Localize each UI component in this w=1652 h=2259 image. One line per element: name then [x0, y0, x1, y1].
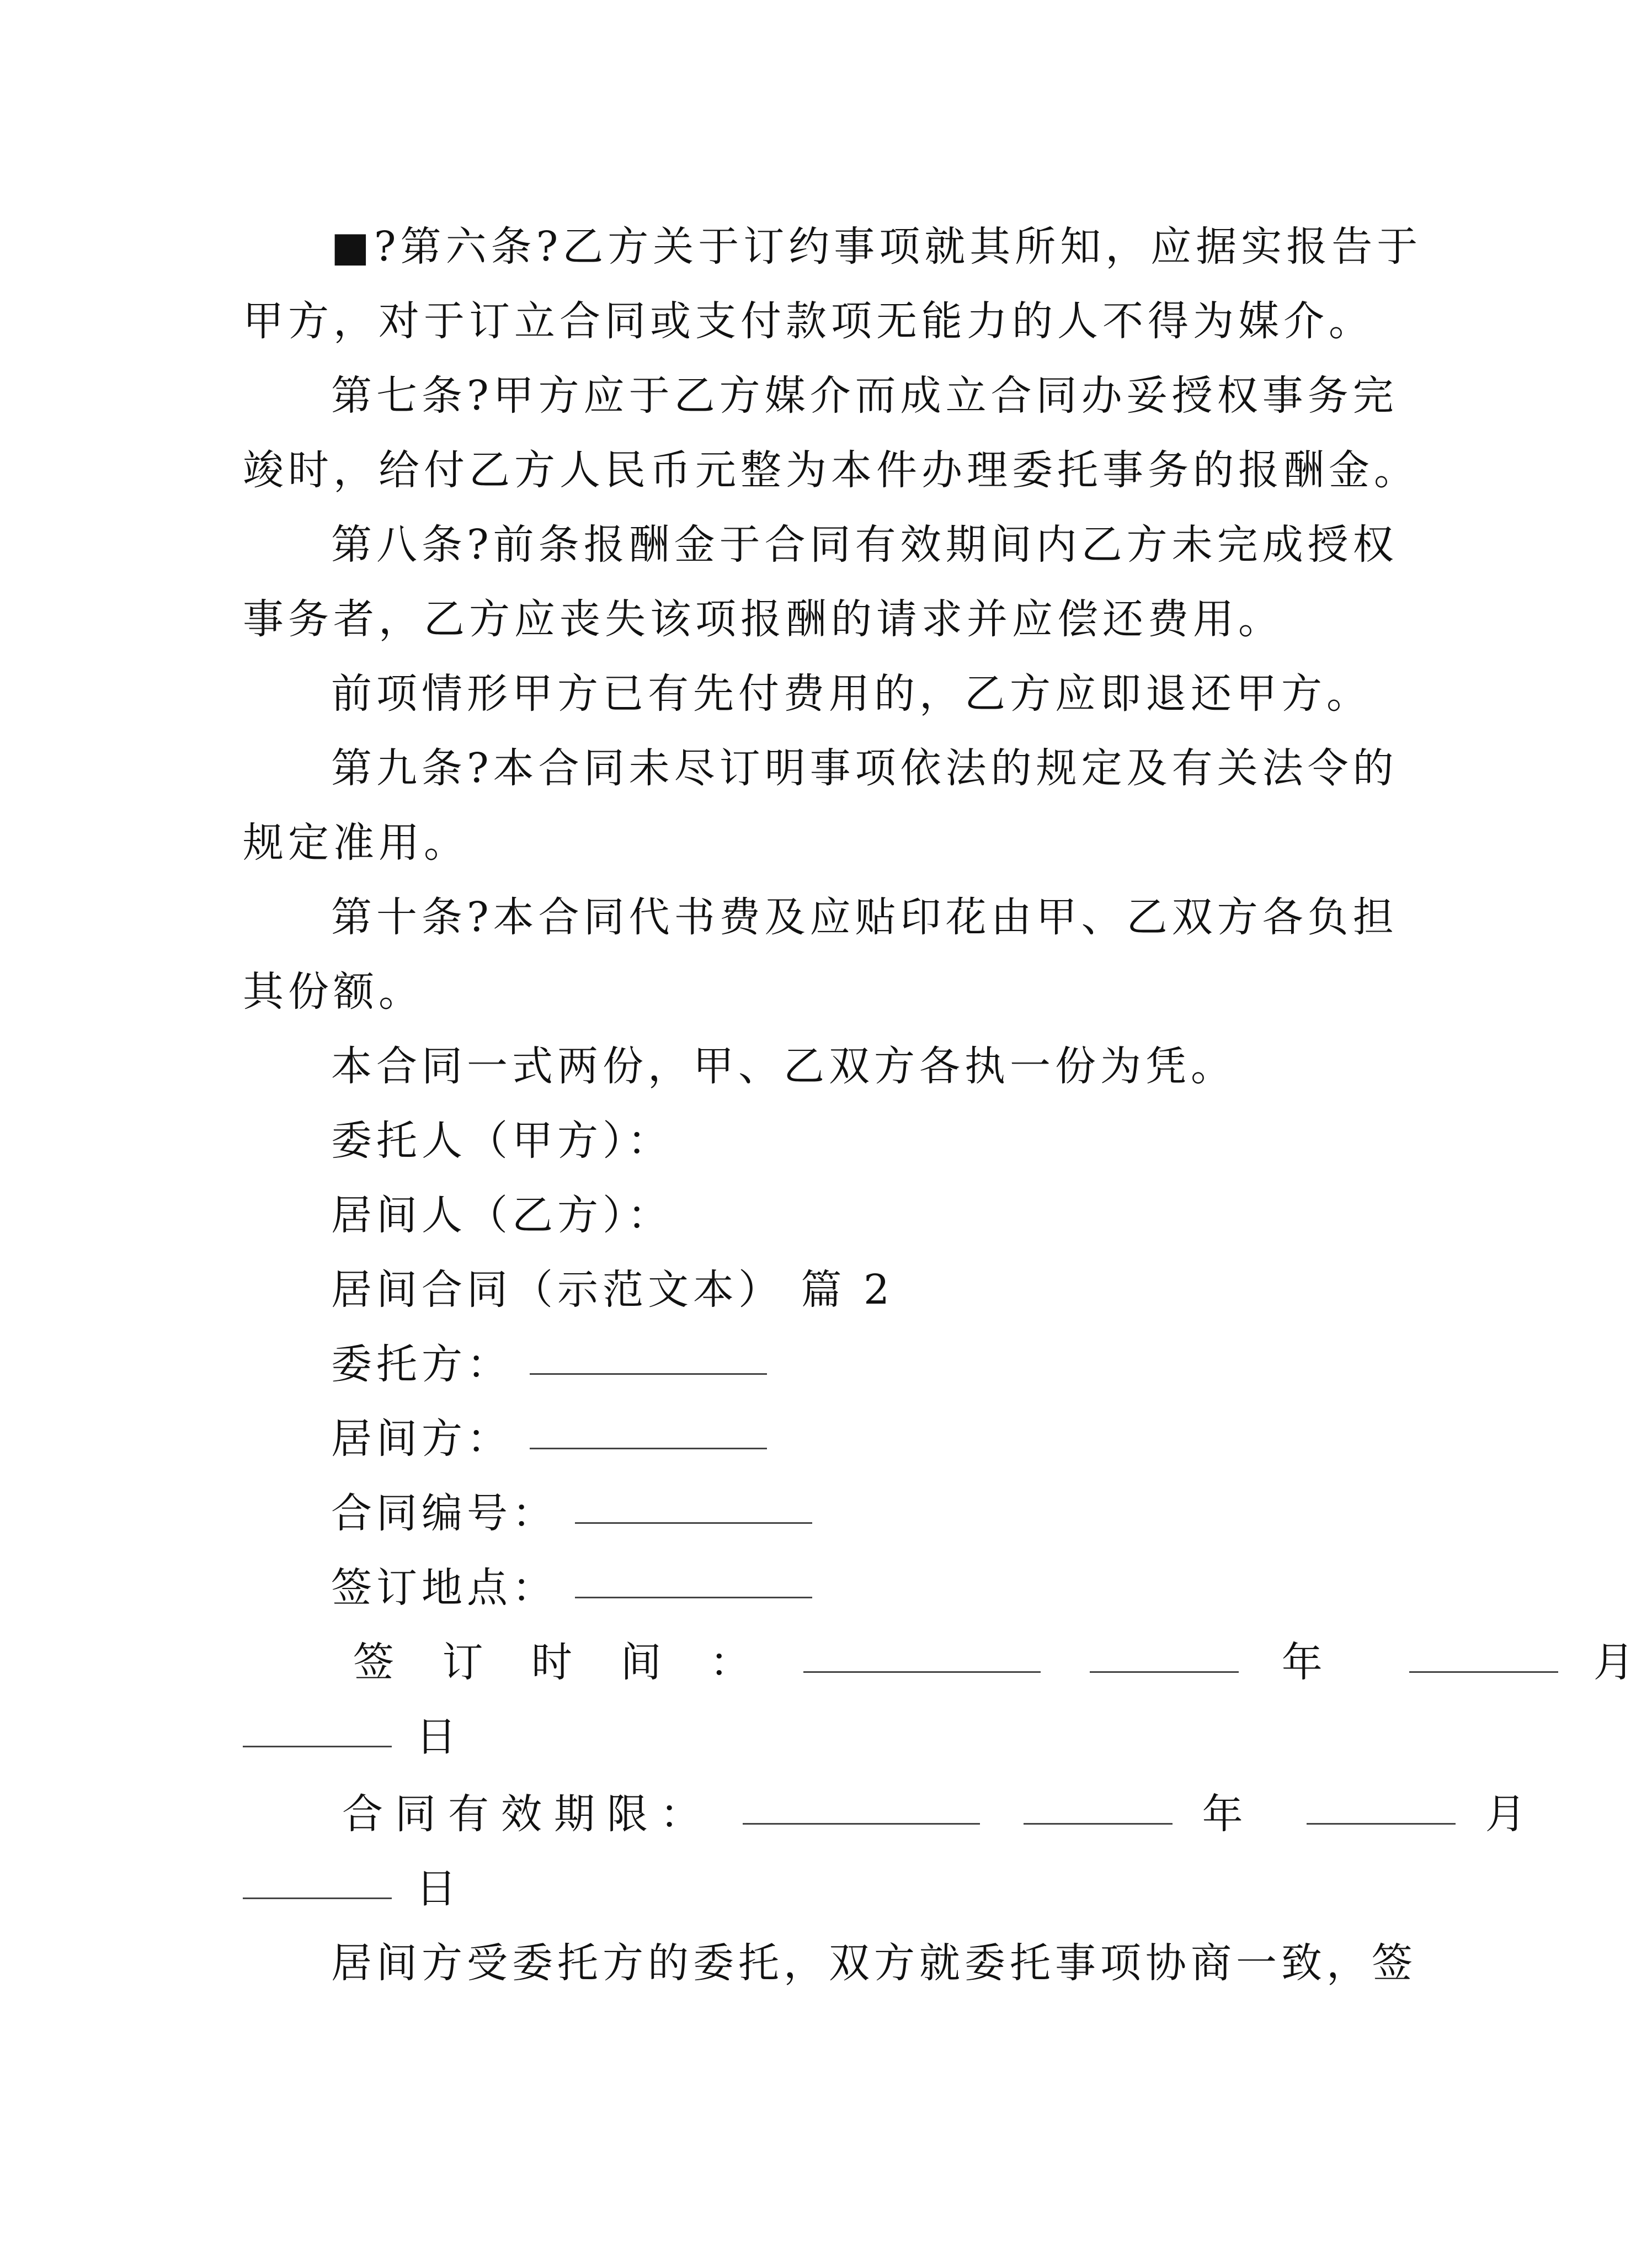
clause-10-line-1: 第十条?本合同代书费及应贴印花由甲、乙双方各负担: [331, 894, 1398, 941]
signing-date-blank-4[interactable]: [243, 1746, 392, 1747]
validity-period-blank-4[interactable]: [243, 1897, 392, 1899]
final-paragraph-line: 居间方受委托方的委托，双方就委托事项协商一致，签: [331, 1939, 1417, 1987]
signing-location-label: 签订地点：: [331, 1564, 557, 1612]
clause-8-line-1: 第八条?前条报酬金于合同有效期间内乙方未完成授权: [331, 521, 1398, 568]
signing-date-label: 签 订 时 间 ：: [353, 1639, 769, 1686]
intermediary-party-label: 居间方：: [331, 1415, 512, 1463]
validity-period-blank-2[interactable]: [1024, 1823, 1173, 1825]
validity-period-day-row: [243, 1865, 1368, 1912]
section-title: 居间合同（示范文本） 篇 2: [331, 1266, 894, 1314]
signing-location-row: [331, 1564, 1457, 1612]
validity-period-day-label: 日: [415, 1865, 461, 1912]
signing-date-row: [353, 1639, 1652, 1686]
signing-date-day-label: 日: [415, 1713, 461, 1761]
contract-number-row: [331, 1490, 1457, 1537]
intermediary-party-row: [331, 1415, 1457, 1463]
principal-party-label: 委托方：: [331, 1341, 512, 1388]
clause-9-line-1: 第九条?本合同未尽订明事项依法的规定及有关法令的: [331, 745, 1398, 792]
intermediary-signature-label: 居间人（乙方）：: [331, 1192, 673, 1239]
copies-clause: 本合同一式两份，甲、乙双方各执一份为凭。: [331, 1043, 1236, 1090]
validity-period-label: 合同有效期限：: [342, 1790, 713, 1838]
signing-location-blank[interactable]: [575, 1597, 812, 1598]
clause-9-line-2: 规定准用。: [243, 819, 469, 867]
validity-period-row: [342, 1790, 1538, 1838]
signing-date-blank-2[interactable]: [1090, 1671, 1239, 1673]
principal-signature-label: 委托人（甲方）：: [331, 1117, 673, 1165]
contract-number-blank[interactable]: [575, 1522, 812, 1524]
contract-number-label: 合同编号：: [331, 1490, 557, 1537]
clause-6-line-1: ■?第六条?乙方关于订约事项就其所知，应据实报告于: [331, 223, 1422, 270]
signing-date-month-label: 月: [1593, 1639, 1652, 1686]
clause-7-line-2: 竣时，给付乙方人民币元整为本件办理委托事务的报酬金。: [243, 447, 1419, 494]
signing-date-blank-3[interactable]: [1409, 1671, 1558, 1673]
validity-period-month-label: 月: [1485, 1790, 1538, 1838]
clause-6-line-2: 甲方，对于订立合同或支付款项无能力的人不得为媒介。: [243, 297, 1374, 345]
clause-10-line-2: 其份额。: [243, 968, 424, 1016]
validity-period-year-label: 年: [1202, 1790, 1255, 1838]
validity-period-blank-3[interactable]: [1307, 1823, 1456, 1825]
principal-party-row: [331, 1341, 1457, 1388]
clause-8-line-2: 事务者，乙方应丧失该项报酬的请求并应偿还费用。: [243, 596, 1283, 643]
validity-period-blank-1[interactable]: [743, 1823, 980, 1825]
refund-clause: 前项情形甲方已有先付费用的，乙方应即退还甲方。: [331, 670, 1372, 717]
signing-date-day-row: [243, 1713, 1368, 1761]
signing-date-year-label: 年: [1281, 1639, 1340, 1686]
signing-date-blank-1[interactable]: [803, 1671, 1041, 1673]
intermediary-party-blank[interactable]: [530, 1448, 767, 1449]
principal-party-blank[interactable]: [530, 1373, 767, 1375]
clause-7-line-1: 第七条?甲方应于乙方媒介而成立合同办妥授权事务完: [331, 372, 1398, 419]
